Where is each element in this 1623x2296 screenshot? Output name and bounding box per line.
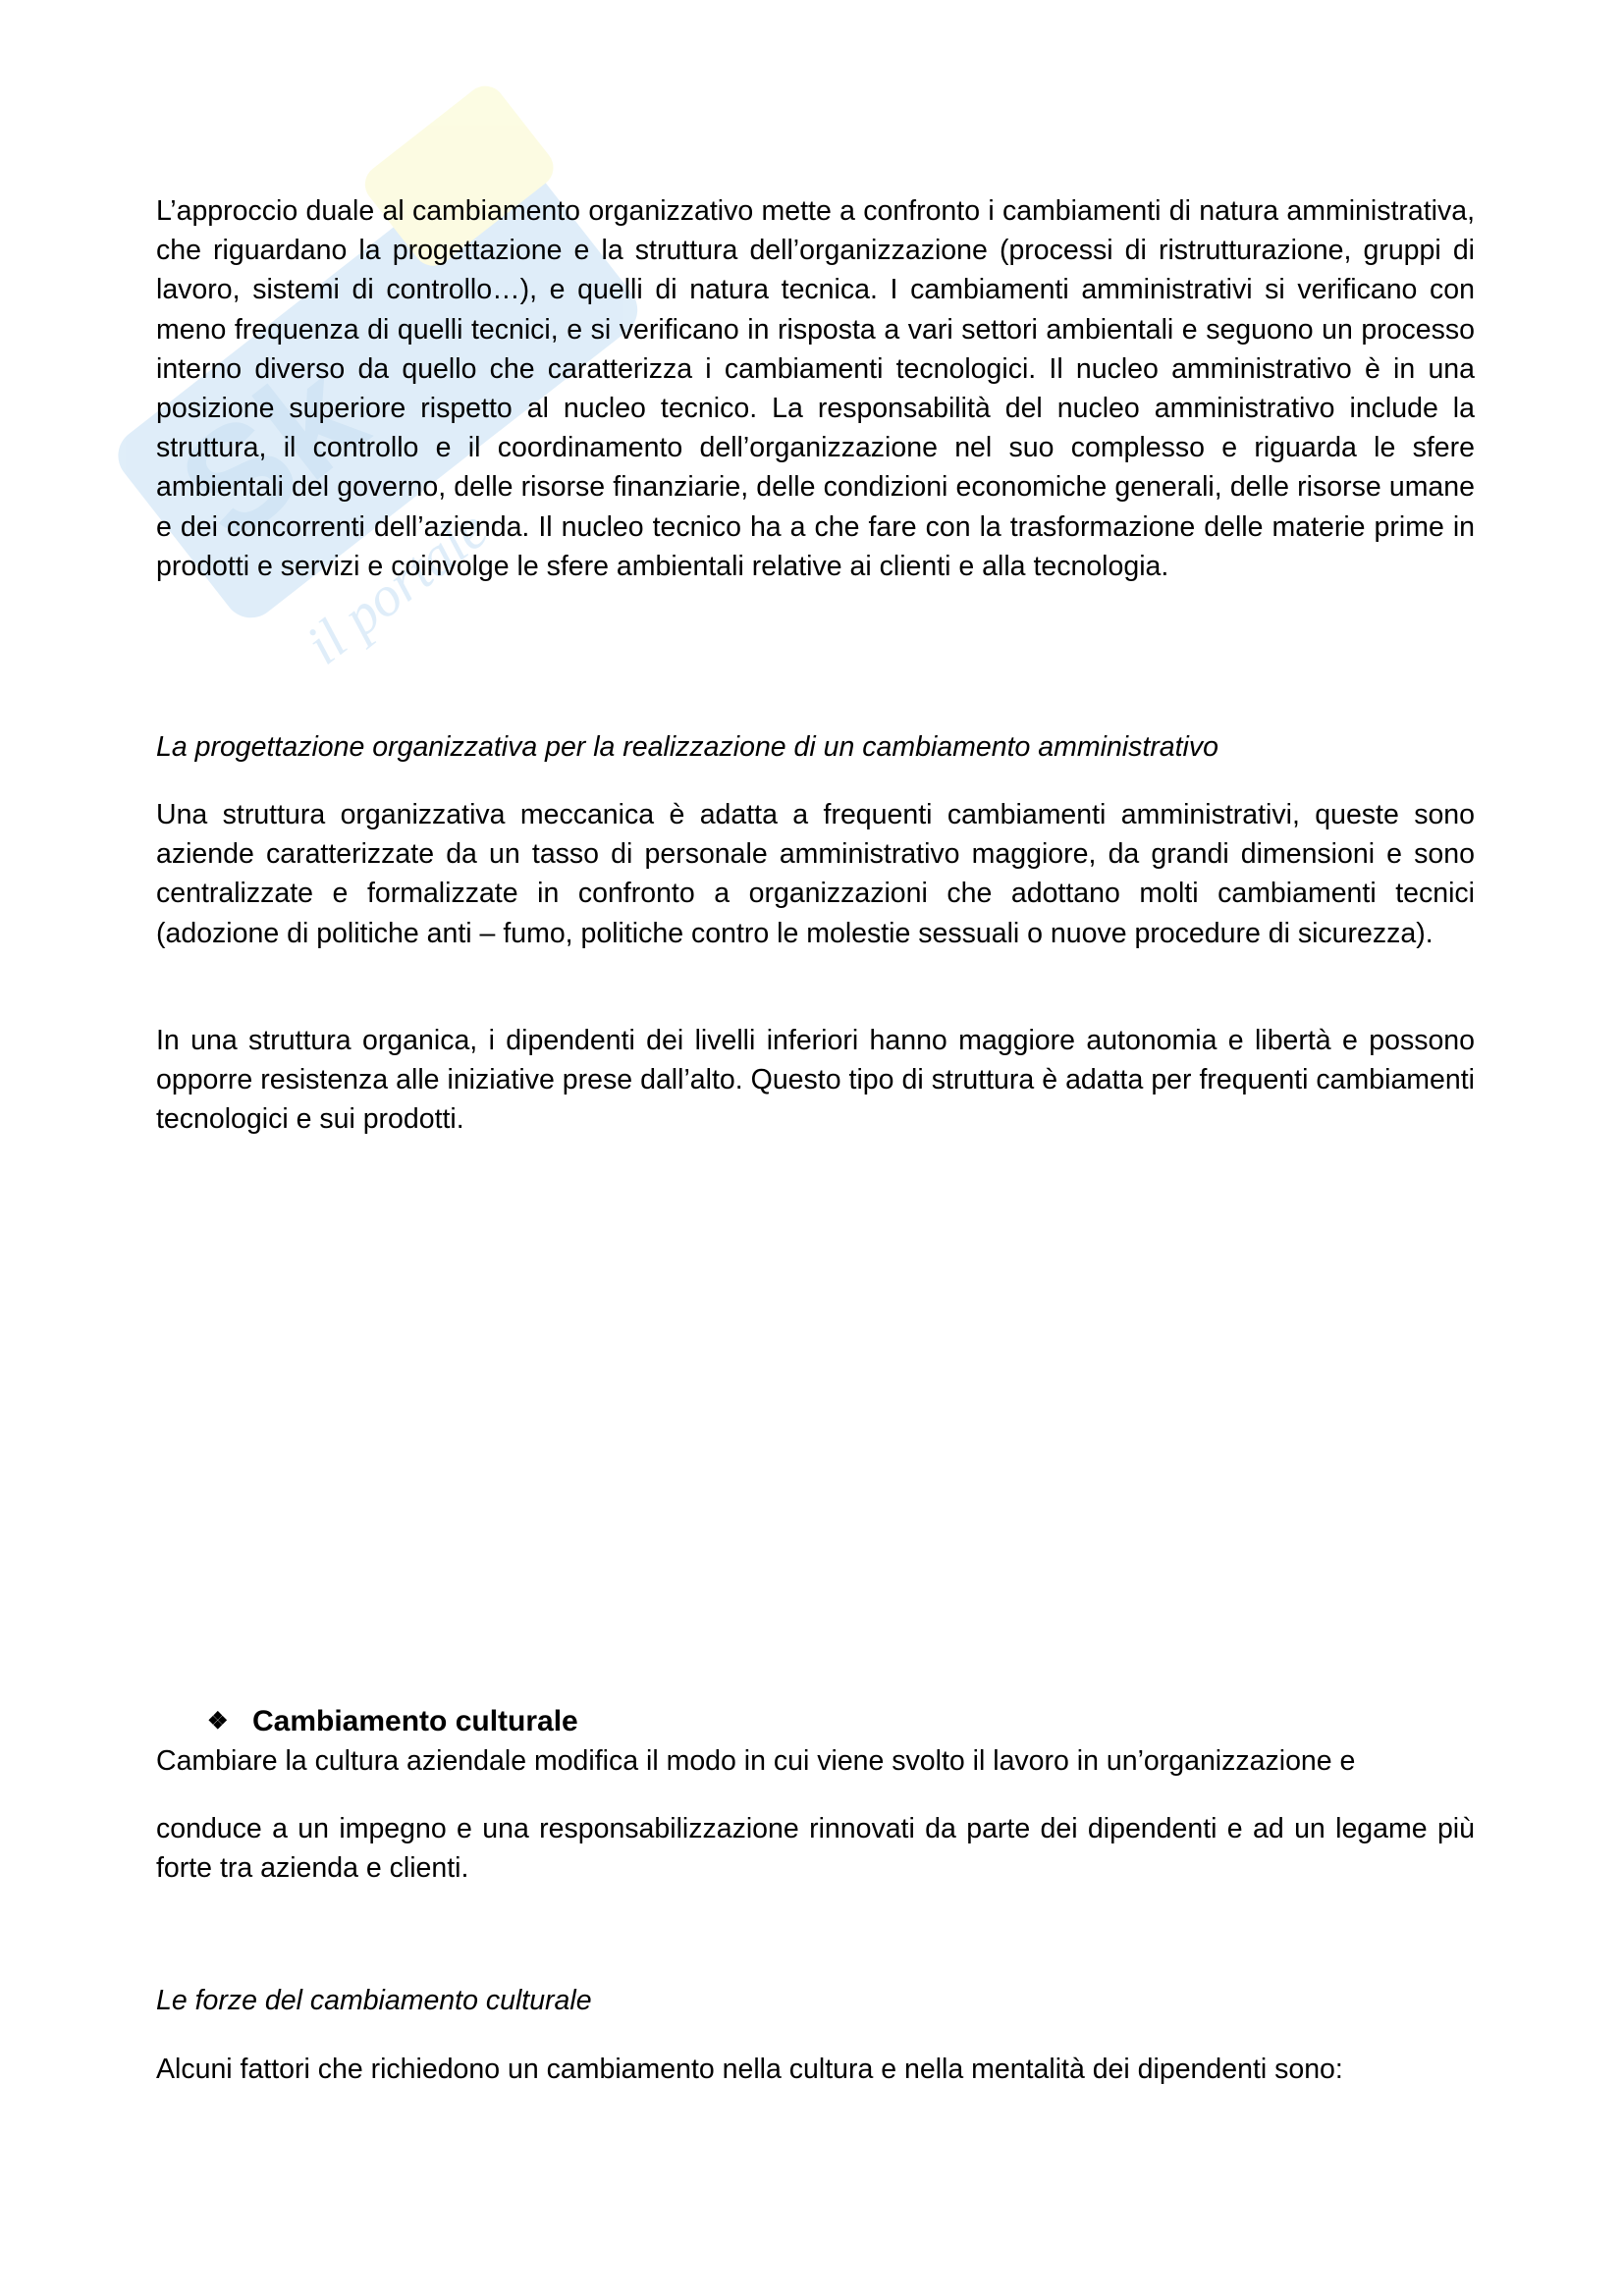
paragraph-culture-commitment: conduce a un impegno e una responsabilizzazione rinnovati da parte dei dipendenti e ad un legame più forte tra azienda e clienti. (156, 1813, 1475, 1885)
section-heading-cultural-change (207, 1702, 578, 1741)
svg-text:Sk: Sk (149, 330, 394, 572)
svg-text:il portale: il portale (294, 497, 500, 677)
paragraph-dual-approach: L’approccio duale al cambiamento organizzativo mette a confronto i cambiamenti di natura amministrativa, che riguardano la progettazione e la struttura dell’organizzazione (processi di ristrutturazione, gruppi di lavoro, sistemi di controllo…), e quelli di natura tecnica. I cambiamenti amministrativi si verificano con meno frequenza di quelli tecnici, e si verificano in risposta a vari settori ambientali e seguono un processo interno diverso da quello che caratterizza i cambiamenti tecnologici. Il nucleo amministrativo è in una posizione superiore rispetto al nucleo tecnico. La responsabilità del nucleo amministrativo include la struttura, il controllo e il coordinamento dell’organizzazione nel suo complesso e riguarda le sfere ambientali del governo, delle risorse finanziarie, delle condizioni economiche generali, delle risorse umane e dei concorrenti dell’azienda. Il nucleo tecnico ha a che fare con la trasformazione delle materie prime in prodotti e servizi e coinvolge le sfere ambientali relative ai clienti e alla tecnologia. (156, 195, 1475, 582)
paragraph-factors: Alcuni fattori che richiedono un cambiamento nella cultura e nella mentalità dei dipendenti sono: (156, 2054, 1343, 2085)
section-heading-text: Cambiamento culturale (252, 1705, 578, 1737)
diamond-bullet-icon: ❖ (207, 1708, 229, 1735)
subheading-administrative-change: La progettazione organizzativa per la realizzazione di un cambiamento amministrativo (156, 731, 1218, 763)
paragraph-mechanical-structure: Una struttura organizzativa meccanica è adatta a frequenti cambiamenti amministrativi, queste sono aziende caratterizzate da un tasso di personale amministrativo maggiore, da grandi dimensioni e sono centralizzate e formalizzate in confronto a organizzazioni che adottano molti cambiamenti tecnici (adozione di politiche anti – fumo, politiche contro le molestie sessuali o nuove procedure di sicurezza). (156, 799, 1475, 949)
paragraph-organic-structure: In una struttura organica, i dipendenti dei livelli inferiori hanno maggiore autonomia e libertà e possono opporre resistenza alle iniziative prese dall’alto. Questo tipo di struttura è adatta per frequenti cambiamenti tecnologici e sui prodotti. (156, 1025, 1475, 1136)
paragraph-culture-intro: Cambiare la cultura aziendale modifica il modo in cui viene svolto il lavoro in un’organizzazione e (156, 1745, 1356, 1777)
subheading-forces-cultural-change: Le forze del cambiamento culturale (156, 1985, 592, 2016)
